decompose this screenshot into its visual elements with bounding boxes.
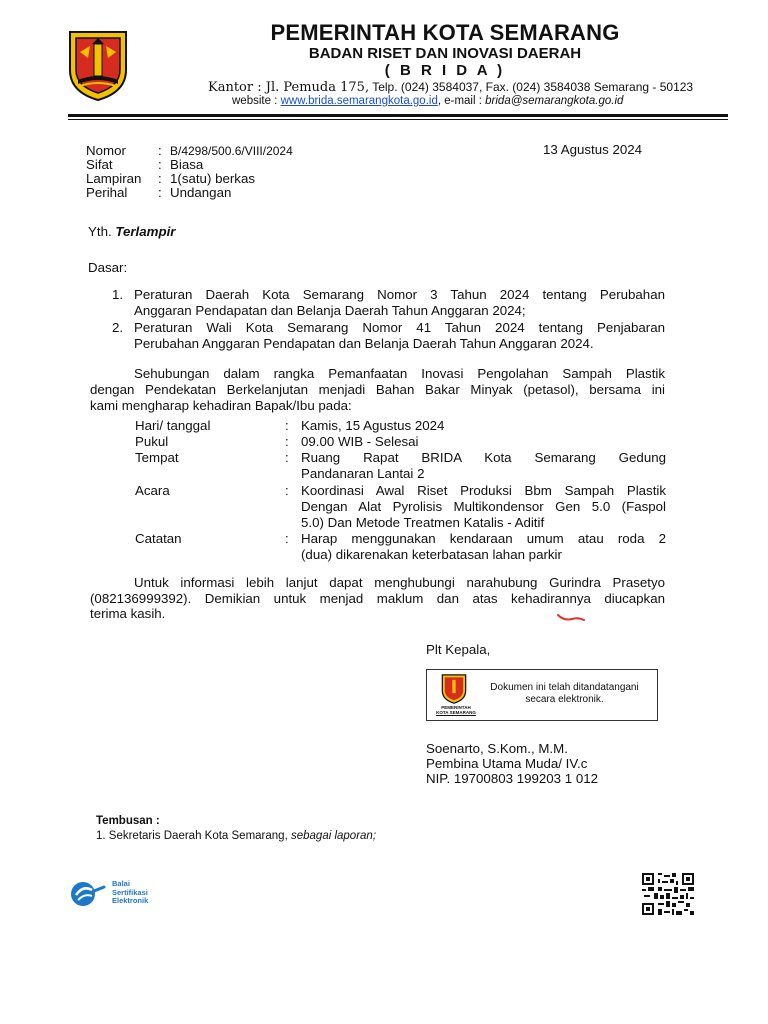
- government-title: PEMERINTAH KOTA SEMARANG: [270, 20, 620, 45]
- city-crest-logo: [68, 30, 128, 102]
- basis-number: 1.: [112, 287, 124, 302]
- red-pen-mark: [556, 612, 586, 624]
- website-link[interactable]: www.brida.semarangkota.go.id: [280, 95, 438, 107]
- intro-line-1: Sehubungan dalam rangka Pemanfaatan Inovasi Pengolahan Sampah Plastik: [134, 366, 665, 381]
- event-value: Pandanaran Lantai 2: [301, 466, 425, 481]
- letterhead-rule-thick: [68, 114, 728, 117]
- cc-title: Tembusan :: [96, 815, 160, 827]
- signatory-nip: NIP. 19700803 199203 1 012: [426, 771, 599, 786]
- event-key: Hari/ tanggal: [135, 418, 211, 433]
- event-key: Pukul: [135, 434, 169, 449]
- website-email-line: [232, 95, 623, 107]
- basis-number: 2.: [112, 320, 124, 335]
- meta-value: 1(satu) berkas: [170, 171, 255, 186]
- event-value: Harap menggunakan kendaraan umum atau roda 2: [301, 531, 666, 546]
- email-address[interactable]: brida@semarangkota.go.id: [485, 95, 624, 107]
- signatory-rank: Pembina Utama Muda/ IV.c: [426, 756, 588, 771]
- recipient-line: [88, 224, 175, 240]
- address-label: Kantor : Jl. Pemuda 175,: [208, 80, 370, 95]
- recipient-name: Terlampir: [115, 224, 176, 239]
- letterhead-rule-thin: [68, 119, 728, 120]
- meta-value: Undangan: [170, 185, 232, 200]
- bsre-text: Balai Sertifikasi Elektronik: [112, 879, 149, 905]
- event-value: Kamis, 15 Agustus 2024: [301, 418, 445, 433]
- cc-item: 1. Sekretaris Daerah Kota Semarang, sebagai laporan;: [96, 830, 377, 842]
- signatory-position: Plt Kepala,: [426, 642, 491, 657]
- event-value: Ruang Rapat BRIDA Kota Semarang Gedung: [301, 450, 666, 465]
- basis-item-1-line2: Anggaran Pendapatan dan Belanja Daerah Tahun Anggaran 2024;: [134, 303, 526, 318]
- event-value: (dua) dikarenakan keterbatasan lahan parkir: [301, 547, 562, 562]
- meta-key: Lampiran: [86, 171, 142, 186]
- electronic-signature-box: [426, 669, 658, 721]
- basis-item-2-line2: Perubahan Anggaran Pendapatan dan Belanja Daerah Tahun Anggaran 2024.: [134, 336, 594, 351]
- agency-abbreviation: ( B R I D A ): [384, 62, 506, 79]
- meta-value: B/4298/500.6/VIII/2024: [170, 144, 293, 158]
- office-address: [208, 80, 693, 95]
- event-key: Catatan: [135, 531, 182, 546]
- event-key: Acara: [135, 483, 170, 498]
- event-value: Koordinasi Awal Riset Produksi Bbm Sampah Plastik: [301, 483, 666, 498]
- basis-item-1-line1: Peraturan Daerah Kota Semarang Nomor 3 Tahun 2024 tentang Perubahan: [134, 287, 665, 302]
- letter-date: 13 Agustus 2024: [543, 142, 643, 157]
- crest-mini-icon: [441, 674, 467, 704]
- meta-key: Sifat: [86, 157, 113, 172]
- event-value: 5.0) Dan Metode Treatmen Katalis - Aditif: [301, 515, 545, 530]
- agency-name: BADAN RISET DAN INOVASI DAERAH: [308, 45, 582, 62]
- email-label: , e-mail :: [437, 95, 482, 107]
- event-value: Dengan Alat Pyrolisis Multikondensor Gen 5.0 (Faspol: [301, 499, 666, 514]
- intro-line-3: kami mengharap kehadiran Bapak/Ibu pada:: [90, 398, 352, 413]
- event-key: Tempat: [135, 450, 179, 465]
- intro-line-2: dengan Pendekatan Berkelanjutan menjadi Bahan Bakar Minyak (petasol), bersama ini: [90, 382, 665, 397]
- basis-item-2-line1: Peraturan Wali Kota Semarang Nomor 41 Tahun 2024 tentang Penjabaran: [134, 320, 665, 335]
- closing-line-1: Untuk informasi lebih lanjut dapat menghubungi narahubung Gurindra Prasetyo: [134, 575, 665, 590]
- closing-line-3: terima kasih.: [90, 606, 166, 621]
- stamp-text: Dokumen ini telah ditandatangani secara elektronik.: [490, 682, 639, 705]
- qr-code-icon[interactable]: [640, 871, 696, 917]
- bsre-logo-icon: [70, 881, 110, 907]
- meta-key: Perihal: [86, 185, 128, 200]
- basis-title: Dasar:: [88, 260, 128, 275]
- address-contact: Telp. (024) 3584037, Fax. (024) 3584038 Semarang - 50123: [372, 80, 694, 94]
- signatory-name: Soenarto, S.Kom., M.M.: [426, 741, 568, 756]
- recipient-prefix: Yth.: [88, 224, 112, 239]
- meta-key: Nomor: [86, 143, 126, 158]
- closing-line-2: (082136999392). Demikian untuk menjad maklum dan atas kehadirannya diucapkan: [90, 591, 665, 606]
- meta-value: Biasa: [170, 157, 204, 172]
- stamp-logo-caption: PEMERINTAH KOTA SEMARANG: [436, 705, 476, 715]
- event-value: 09.00 WIB - Selesai: [301, 434, 419, 449]
- website-label: website :: [232, 95, 278, 107]
